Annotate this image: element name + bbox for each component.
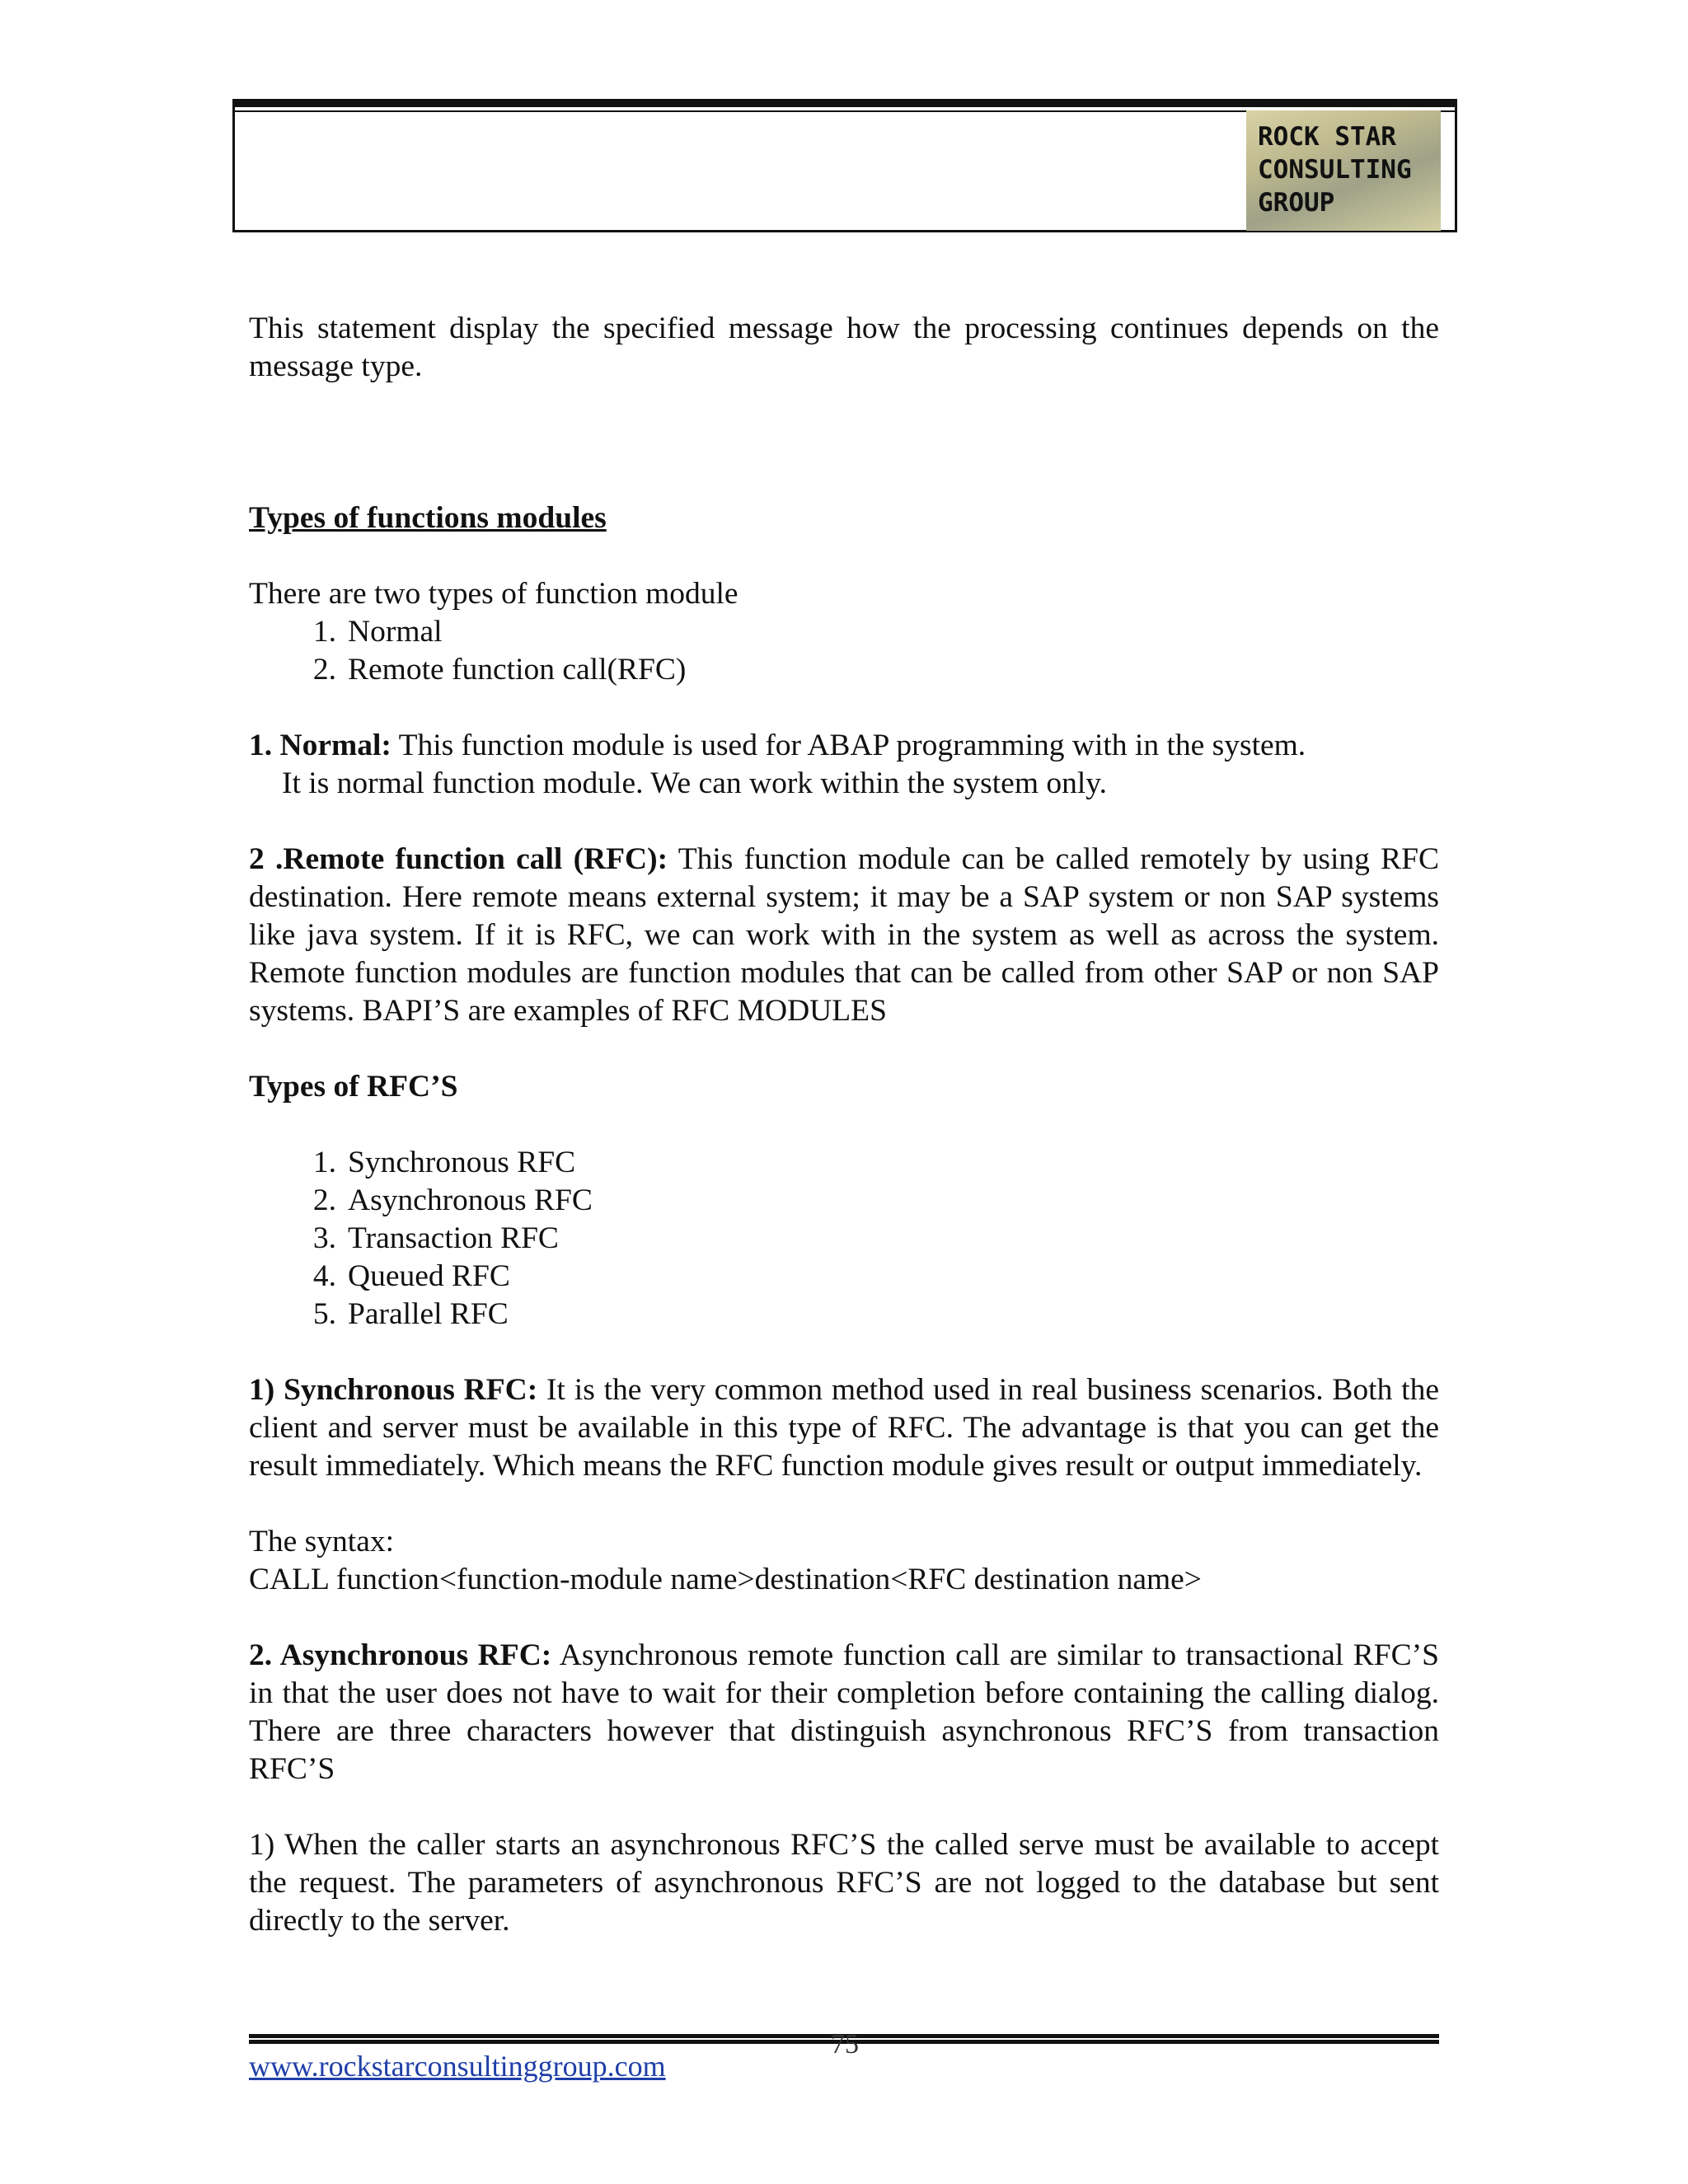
- list-item: 2. Asynchronous RFC: [312, 1183, 593, 1217]
- normal-label: 1. Normal:: [249, 729, 392, 762]
- normal-paragraph: 1. Normal: This function module is used for ABAP programming with in the system.: [249, 729, 1306, 762]
- rfc-label: 2 .Remote function call (RFC):: [249, 842, 668, 876]
- async-paragraph: 2. Asynchronous RFC: Asynchronous remote function call are similar to transactional RFC’S in that the user does not have to wait for their completion before containing the calling dialog. There are three characters however that distinguish asynchronous RFC’S from transaction RFC’S: [249, 1638, 1439, 1786]
- syntax-label: The syntax:: [249, 1525, 395, 1558]
- module-types-list: [249, 613, 1439, 689]
- logo-line-2: CONSULTING: [1258, 155, 1412, 185]
- list-item: 2. Remote function call(RFC): [312, 653, 687, 687]
- types-intro: There are two types of function module: [249, 577, 738, 611]
- intro-paragraph: This statement display the specified message how the processing continues depends on the message type.: [249, 312, 1439, 383]
- rfc-paragraph: 2 .Remote function call (RFC): This function module can be called remotely by using RFC destination. Here remote means external system; it may be a SAP system or non SAP systems like java system. If it is RFC, we can work with in the system as well as across the system. Remote function modules are function modules that can be called from other SAP or non SAP systems. BAPI’S are examples of RFC MODULES: [249, 842, 1440, 1028]
- page-number: 75: [831, 2029, 859, 2060]
- company-logo: [1246, 110, 1441, 231]
- list-item: 1. Normal: [312, 615, 443, 649]
- normal-paragraph-line2: It is normal function module. We can work within the system only.: [282, 766, 1107, 800]
- rfc-types-heading: Types of RFC’S: [249, 1070, 458, 1104]
- sync-paragraph: 1) Synchronous RFC: It is the very common method used in real business scenarios. Both the client and server must be available in this type of RFC. The advantage is that you can get the result immediately. Which means the RFC function module gives result or output immediately.: [249, 1373, 1439, 1483]
- page-body: [249, 310, 1439, 1940]
- rfc-types-list: [249, 1144, 1439, 1333]
- list-item: 4. Queued RFC: [312, 1259, 510, 1293]
- section-heading: Types of functions modules: [249, 501, 607, 535]
- syntax-line: CALL function<function-module name>destination<RFC destination name>: [249, 1563, 1202, 1596]
- async-point-1: 1) When the caller starts an asynchronous RFC’S the called serve must be available to accept the request. The parameters of asynchronous RFC’S are not logged to the database but sent directly to the server.: [249, 1828, 1439, 1938]
- list-item: 3. Transaction RFC: [312, 1221, 559, 1255]
- async-label: 2. Asynchronous RFC:: [249, 1638, 552, 1672]
- website-link[interactable]: www.rockstarconsultinggroup.com: [249, 2050, 666, 2083]
- logo-line-3: GROUP: [1258, 188, 1335, 218]
- logo-line-1: ROCK STAR: [1258, 122, 1396, 152]
- list-item: 1. Synchronous RFC: [312, 1146, 576, 1179]
- sync-label: 1) Synchronous RFC:: [249, 1373, 538, 1407]
- list-item: 5. Parallel RFC: [312, 1297, 509, 1331]
